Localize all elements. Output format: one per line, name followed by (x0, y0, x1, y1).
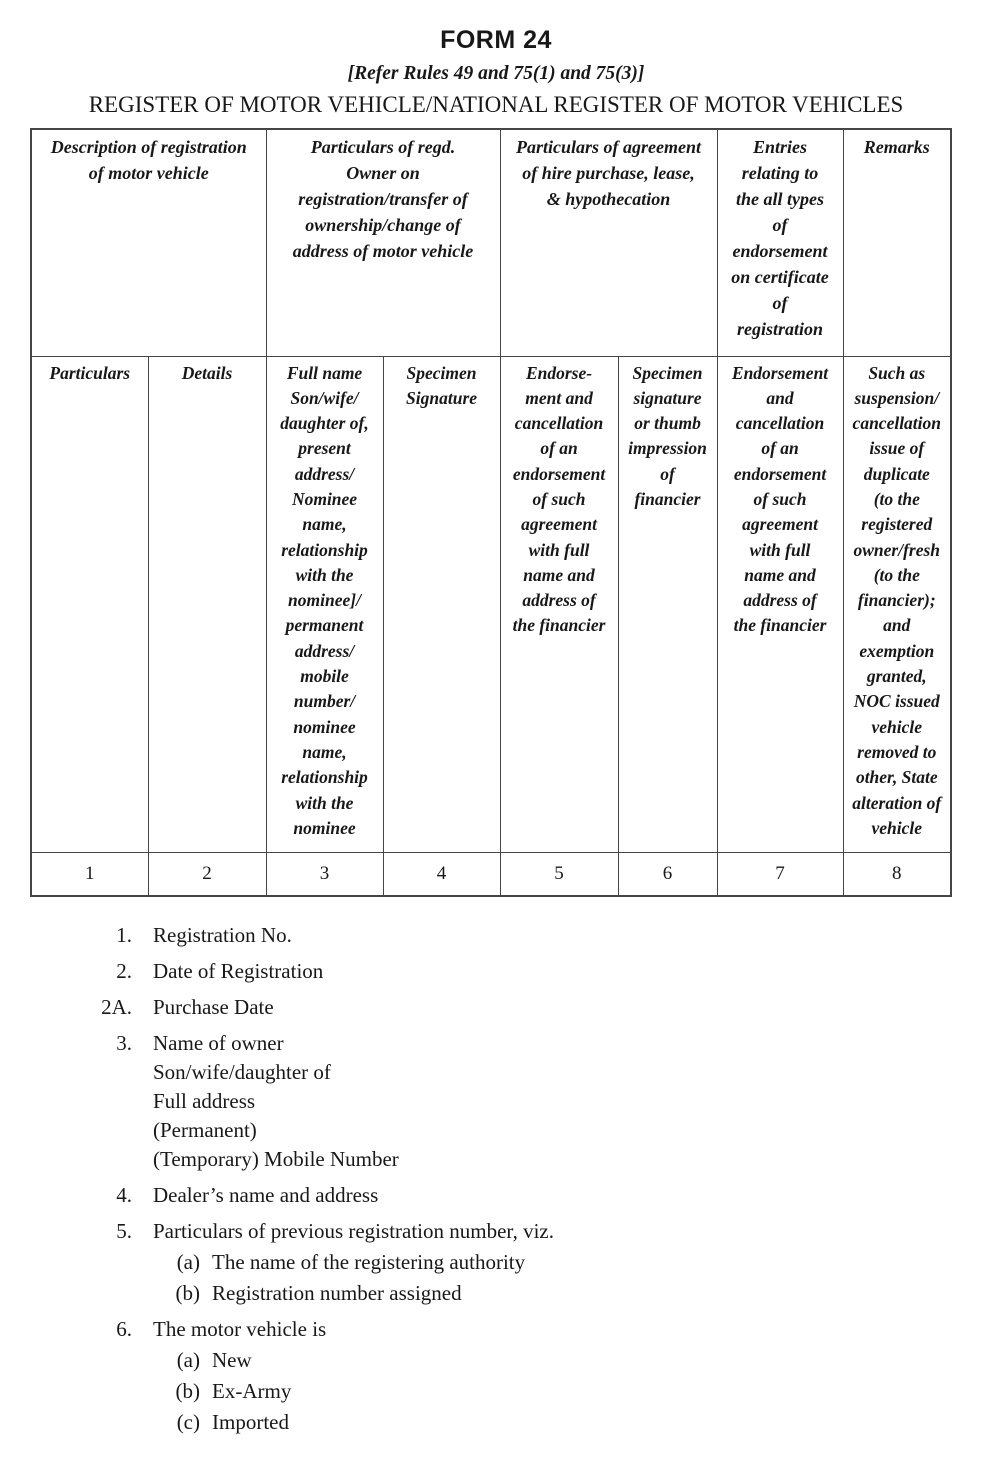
col-header-specimen-signature: Specimen Signature (383, 356, 500, 852)
list-item-text: Ex-Army (212, 1379, 292, 1403)
list-item-1 (0, 921, 992, 950)
col-header-details: Details (148, 356, 266, 852)
table-column-header-row (31, 356, 951, 852)
list-item-6b (0, 1377, 992, 1406)
list-item-text: Date of Registration (153, 959, 324, 983)
col-header-remarks-detail: Such as suspension/ cancellation issue of duplicate (to the registered owner/fresh (to the financier); and exemption granted, NOC issued vehicle removed to other, State alteration of vehicle (843, 356, 951, 852)
group-header-description-of-registration: Description of registration of motor vehicle (31, 129, 266, 356)
rules-reference: [Refer Rules 49 and 75(1) and 75(3)] (347, 63, 645, 84)
list-item-number: 1. (116, 923, 132, 947)
list-item-2 (0, 957, 992, 986)
list-item-5b (0, 1279, 992, 1308)
list-item-number: (c) (176, 1410, 200, 1434)
list-item-text: New (212, 1348, 252, 1372)
list-item-number: 4. (116, 1183, 132, 1207)
list-item-text: Purchase Date (153, 995, 274, 1019)
column-number-2: 2 (148, 852, 266, 896)
table-group-header-row (31, 129, 951, 356)
list-item-text: Particulars of previous registration number, viz. (153, 1219, 554, 1243)
column-number-5: 5 (500, 852, 618, 896)
document-header (0, 26, 992, 119)
group-header-agreement-hire-purchase: Particulars of agreement of hire purchase, lease, & hypothecation (500, 129, 717, 356)
group-header-remarks: Remarks (843, 129, 951, 356)
table-column-number-row (31, 852, 951, 896)
column-number-7: 7 (717, 852, 843, 896)
list-item-text: Dealer’s name and address (153, 1183, 379, 1207)
list-item-6a (0, 1346, 992, 1375)
list-item-number: 3. (116, 1031, 132, 1055)
list-item-6c (0, 1408, 992, 1437)
form-title: FORM 24 (440, 26, 552, 54)
list-item-number: (a) (176, 1348, 200, 1372)
list-item-number: (b) (175, 1379, 200, 1403)
col-header-agreement-endorsement-cancellation: Endorse- ment and cancellation of an endorsement of such agreement with full name and address of the financier (500, 356, 618, 852)
register-title: REGISTER OF MOTOR VEHICLE/NATIONAL REGISTER OF MOTOR VEHICLES (88, 92, 904, 117)
list-item-5a (0, 1248, 992, 1277)
col-header-endorsement-cancellation: Endorsement and cancellation of an endorsement of such agreement with full name and address of the financier (717, 356, 843, 852)
list-item-number: 2A. (101, 995, 132, 1019)
list-item-text: Name of owner Son/wife/daughter of Full address (Permanent) (Temporary) Mobile Number (153, 1031, 399, 1171)
list-item-text: Imported (212, 1410, 289, 1434)
group-header-particulars-of-owner: Particulars of regd. Owner on registration/transfer of ownership/change of address of motor vehicle (266, 129, 500, 356)
list-item-text: Registration No. (153, 923, 292, 947)
list-item-6 (0, 1315, 992, 1344)
group-header-endorsement-entries: Entries relating to the all types of endorsement on certificate of registration (717, 129, 843, 356)
list-item-number: (b) (175, 1281, 200, 1305)
column-number-8: 8 (843, 852, 951, 896)
list-item-number: (a) (176, 1250, 200, 1274)
col-header-owner-full-name: Full name Son/wife/ daughter of, present address/ Nominee name, relationship with the nominee]/ permanent address/ mobile number/ nominee name, relationship with the nominee (266, 356, 383, 852)
list-item-number: 2. (116, 959, 132, 983)
list-item-5 (0, 1217, 992, 1246)
register-table (30, 128, 952, 897)
list-item-2a (0, 993, 992, 1022)
list-item-4 (0, 1181, 992, 1210)
column-number-3: 3 (266, 852, 383, 896)
col-header-particulars: Particulars (31, 356, 148, 852)
form-fields-list (0, 921, 992, 1437)
column-number-1: 1 (31, 852, 148, 896)
col-header-financier-signature: Specimen signature or thumb impression of financier (618, 356, 717, 852)
list-item-3 (0, 1029, 992, 1174)
list-item-text: The name of the registering authority (212, 1250, 526, 1274)
list-item-number: 6. (116, 1317, 132, 1341)
list-item-text: Registration number assigned (212, 1281, 462, 1305)
list-item-number: 5. (116, 1219, 132, 1243)
column-number-4: 4 (383, 852, 500, 896)
column-number-6: 6 (618, 852, 717, 896)
list-item-text: The motor vehicle is (153, 1317, 327, 1341)
